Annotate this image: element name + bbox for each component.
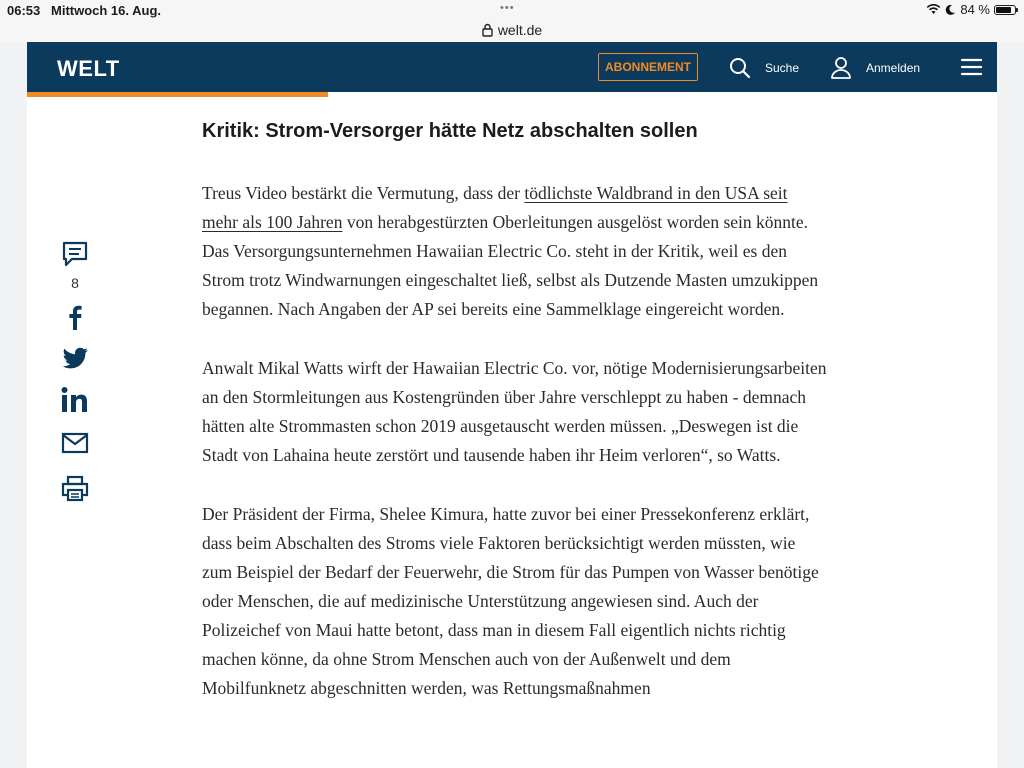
print-icon[interactable] xyxy=(60,475,90,503)
battery-percent: 84 % xyxy=(960,2,990,17)
search-label[interactable]: Suche xyxy=(765,61,800,75)
twitter-icon[interactable] xyxy=(60,347,90,369)
article-paragraph: Anwalt Mikal Watts wirft der Hawaiian Electric Co. vor, nötige Modernisierungsarbeiten an den Stormleitungen aus Kostengründen über Jahre verschleppt zu haben - demnach hätten alte Strommasten schon 2019 ausgetauscht werden müssen. „Deswegen ist die Stadt von Lahaina heute zerstört und tausende haben ihr Heim verloren“, so Watts. xyxy=(202,358,827,465)
paragraph-text: von herabgestürzten Oberleitungen ausgelöst worden sein könnte. Das Versorgungsunternehmen Hawaiian Electric Co. steht in der Kritik, weil es den Strom trotz Windwarnungen eingeschaltet ließ, selbst als Dutzende Masten umzukippen begannen. Nach Angaben der AP sei bereits eine Sammelklage eingereicht worden. xyxy=(202,212,819,319)
login-label[interactable]: Anmelden xyxy=(866,61,921,75)
article-paragraph: Der Präsident der Firma, Shelee Kimura, hatte zuvor bei einer Pressekonferenz erklärt, dass beim Abschalten des Stroms viele Faktoren berücksichtigt werden müssten, wie zum Beispiel der Bedarf der Feuerwehr, die Strom für das Pumpen von Wasser benötige oder Menschen, die auf medizinische Unterstützung angewiesen sind. Auch der Polizeichef von Maui hatte betont, dass man in diesem Fall eigentlich nichts richtig machen könne, da ohne Strom Menschen auch von der Außenwelt und dem Mobilfunknetz abgeschnitten werden, was Rettungsmaßnahmen xyxy=(202,504,819,698)
subscribe-button[interactable]: ABONNEMENT xyxy=(598,53,698,81)
page xyxy=(27,42,997,768)
status-date: Mittwoch 16. Aug. xyxy=(51,3,162,18)
moon-icon xyxy=(945,4,956,15)
article-body xyxy=(202,179,827,733)
battery-level xyxy=(996,7,1011,13)
reading-progress-bar xyxy=(27,92,997,97)
battery-icon xyxy=(994,5,1016,15)
paragraph-text: Treus Video bestärkt die Vermutung, dass der xyxy=(202,183,525,203)
multitasking-dots-icon[interactable]: ••• xyxy=(500,2,515,14)
article-paragraph xyxy=(202,179,827,324)
mail-icon[interactable] xyxy=(60,432,90,454)
search-icon[interactable] xyxy=(729,57,751,79)
wildfire-article-link[interactable]: tödlichste Waldbrand in den USA seit mehr als 100 Jahren xyxy=(202,183,788,232)
status-indicators xyxy=(926,2,1016,17)
welt-logo[interactable]: WELT xyxy=(57,56,120,81)
status-bar xyxy=(0,0,1024,42)
user-icon[interactable] xyxy=(830,56,852,80)
comment-count: 8 xyxy=(71,275,79,291)
navbar xyxy=(27,42,997,92)
address-bar[interactable] xyxy=(0,22,1024,38)
menu-icon[interactable] xyxy=(961,58,982,76)
url-text: welt.de xyxy=(497,22,543,38)
lock-icon xyxy=(482,23,493,37)
facebook-icon[interactable] xyxy=(60,304,90,330)
article-subheadline: Kritik: Strom-Versorger hätte Netz abschalten sollen xyxy=(202,120,698,142)
status-time: 06:53 xyxy=(7,3,41,18)
reading-progress-fill xyxy=(27,92,328,97)
linkedin-icon[interactable] xyxy=(60,386,90,414)
comment-icon[interactable] xyxy=(60,239,90,269)
wifi-icon xyxy=(926,4,941,15)
